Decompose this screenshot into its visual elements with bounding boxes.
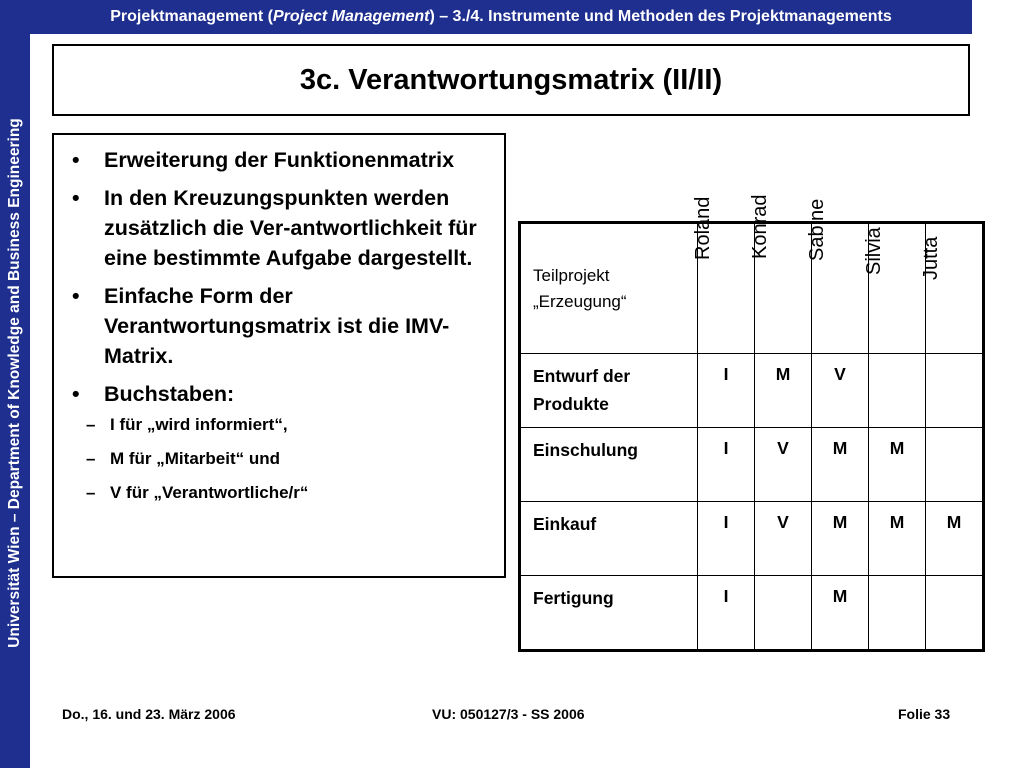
matrix-cell <box>869 354 926 428</box>
matrix-cell <box>926 354 984 428</box>
column-header-person <box>862 223 926 354</box>
bullet-text: Buchstaben: <box>104 382 235 406</box>
row-label-line-1: Fertigung <box>533 588 614 608</box>
row-label <box>520 576 698 651</box>
header-title-prefix: Projektmanagement ( <box>110 8 273 25</box>
bullet-box <box>52 133 506 578</box>
bullet-item <box>64 183 494 273</box>
matrix-cell: I <box>698 428 755 502</box>
matrix-cell: M <box>926 502 984 576</box>
row-label-line-1: Entwurf der <box>533 366 631 386</box>
footer-date: Do., 16. und 23. März 2006 <box>62 706 236 722</box>
column-header-person <box>691 196 755 354</box>
matrix-row <box>520 576 984 651</box>
bullet-item <box>64 281 494 371</box>
bullet-marker: • <box>72 284 80 308</box>
matrix-cell <box>926 576 984 651</box>
corner-line-2: „Erzeugung“ <box>533 291 627 311</box>
sidebar-band <box>0 0 30 768</box>
footer-course: VU: 050127/3 - SS 2006 <box>432 706 585 722</box>
person-name: Konrad <box>748 194 771 259</box>
matrix-cell: M <box>812 576 869 651</box>
corner-line-1: Teilprojekt <box>533 265 610 285</box>
row-label-line-1: Einkauf <box>533 514 597 534</box>
sub-bullet-text: I für „wird informiert“, <box>110 415 288 434</box>
column-header-person <box>919 223 984 354</box>
matrix-cell: I <box>698 354 755 428</box>
footer-slide-number: Folie 33 <box>898 706 951 722</box>
matrix-cell: I <box>698 502 755 576</box>
matrix-header-row <box>520 223 984 354</box>
matrix-cell: M <box>869 428 926 502</box>
sub-bullet-list <box>86 415 494 503</box>
header-title-italic: Project Management <box>272 8 430 25</box>
row-label <box>520 428 698 502</box>
sub-bullet-item <box>64 449 494 469</box>
sub-bullet-text: M für „Mitarbeit“ und <box>110 449 280 468</box>
sub-bullet-text: V für „Verantwortliche/r“ <box>110 483 309 502</box>
bullet-item <box>64 145 494 175</box>
imv-matrix-table <box>518 194 985 652</box>
matrix-row <box>520 428 984 502</box>
person-name: Sabine <box>805 198 828 261</box>
matrix-corner-label <box>520 223 698 354</box>
bullet-marker: • <box>72 148 80 172</box>
matrix-cell <box>869 576 926 651</box>
row-label <box>520 354 698 428</box>
bullet-text: In den Kreuzungspunkten werden zusätzlich die Ver-antwortlichkeit für eine bestimmte Aufgabe dargestellt. <box>104 186 477 270</box>
bullet-text: Erweiterung der Funktionenmatrix <box>104 148 455 172</box>
matrix-cell: M <box>755 354 812 428</box>
slide-title-box <box>52 44 970 116</box>
sub-bullet-marker: – <box>86 483 96 502</box>
bullet-text: Einfache Form der Verantwortungsmatrix ist die IMV-Matrix. <box>104 284 450 368</box>
sub-bullet-marker: – <box>86 449 96 468</box>
column-header-person <box>748 194 812 354</box>
row-label-line-1: Einschulung <box>533 440 638 460</box>
bullet-marker: • <box>72 382 80 406</box>
matrix-cell: V <box>812 354 869 428</box>
header-title-suffix: ) – 3./4. Instrumente und Methoden des Projektmanagements <box>429 8 892 25</box>
matrix-cell: V <box>755 502 812 576</box>
person-name: Jutta <box>919 236 942 280</box>
sub-bullet-marker: – <box>86 415 96 434</box>
matrix-row <box>520 502 984 576</box>
slide-title: 3c. Verantwortungsmatrix (II/II) <box>299 63 723 96</box>
matrix-cell: M <box>812 502 869 576</box>
header-bar <box>30 0 972 34</box>
matrix-cell: I <box>698 576 755 651</box>
matrix-cell: M <box>812 428 869 502</box>
matrix-cell <box>926 428 984 502</box>
sub-bullet-item <box>64 415 494 435</box>
person-name: Roland <box>691 196 714 260</box>
matrix-cell <box>755 576 812 651</box>
bullet-list <box>64 145 494 503</box>
sub-bullet-item <box>64 483 494 503</box>
person-name: Silvia <box>862 227 885 276</box>
department-label: Universität Wien – Department of Knowledge and Business Engineering <box>6 118 23 648</box>
row-label-line-2: Produkte <box>533 394 609 414</box>
column-header-person <box>805 198 869 354</box>
bullet-marker: • <box>72 186 80 210</box>
matrix-cell: M <box>869 502 926 576</box>
matrix-cell: V <box>755 428 812 502</box>
bullet-item <box>64 379 494 503</box>
row-label <box>520 502 698 576</box>
matrix-row <box>520 354 984 428</box>
